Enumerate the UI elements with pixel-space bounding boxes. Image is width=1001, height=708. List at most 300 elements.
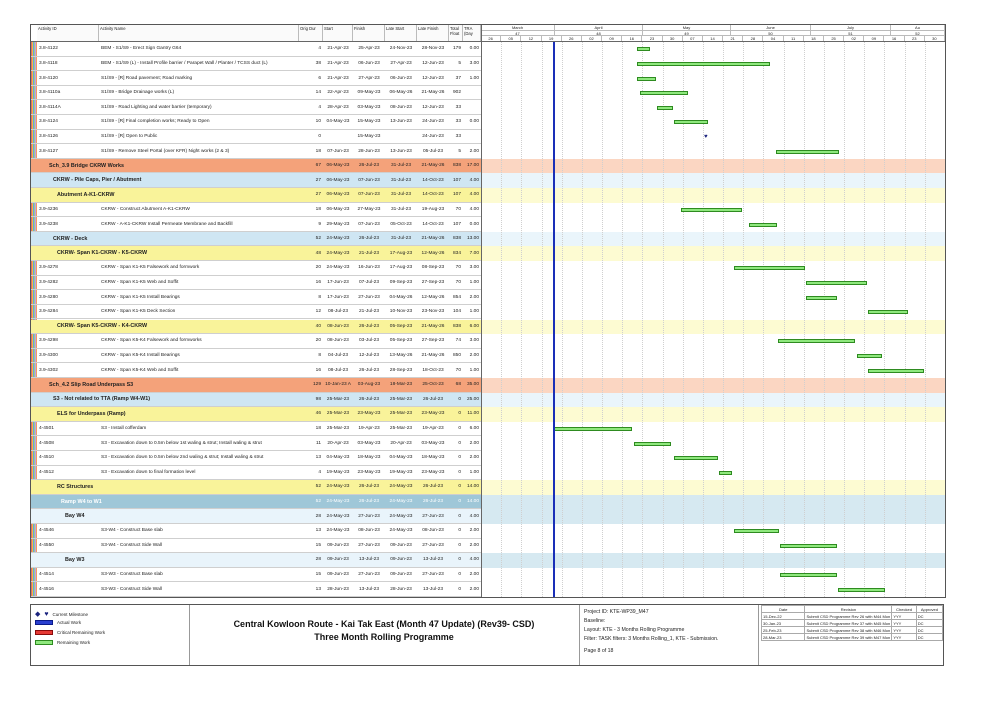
report-subtitle: Three Month Rolling Programme: [314, 632, 454, 642]
cell-finish: 07-Jun-23: [358, 177, 380, 183]
activity-row[interactable]: [31, 349, 481, 364]
cell-tra: 4.00: [469, 192, 479, 198]
gantt-bar-remaining[interactable]: [674, 456, 718, 460]
gantt-bar-remaining[interactable]: [657, 106, 672, 110]
week-label: 30: [663, 35, 683, 41]
cell-lf: 23-May-23: [421, 411, 445, 417]
week-gridline: [784, 42, 785, 597]
activity-row[interactable]: [31, 276, 481, 291]
week-gridline: [804, 42, 805, 597]
cell-finish: 09-May-23: [357, 90, 381, 96]
cell-lf: 21-May-26: [421, 163, 445, 169]
table-gantt-divider[interactable]: [481, 25, 482, 597]
wbs-row-level5[interactable]: [31, 509, 481, 524]
cell-ls: 31-Jul-23: [391, 177, 411, 183]
activity-row[interactable]: [31, 363, 481, 378]
cell-tf: 68: [455, 382, 461, 388]
gantt-bar-remaining[interactable]: [734, 266, 805, 270]
cell-lf: 23-May-23: [421, 469, 445, 475]
cell-finish: 23-May-23: [357, 411, 381, 417]
cell-name: CKRW - Span K5-K4 Install Bearings: [101, 353, 180, 358]
period-label: 52: [891, 30, 945, 35]
cell-dur: 18: [315, 426, 321, 432]
week-label: 05: [501, 35, 521, 41]
gantt-bar-remaining[interactable]: [806, 281, 867, 285]
cell-finish: 07-Jun-23: [358, 192, 380, 198]
cell-tra: 0.00: [469, 119, 479, 125]
cell-dur: 67: [315, 163, 321, 169]
cell-start: 28-Jun-23: [327, 586, 349, 592]
cell-dur: 6: [318, 75, 321, 81]
column-header-id[interactable]: Activity ID: [37, 25, 99, 41]
cell-ls: 10-Nov-23: [389, 309, 413, 315]
filter-name: Filter: TASK filters: 3 Months Rolling_1, KTE - Submission.: [584, 636, 719, 642]
gantt-bar-remaining[interactable]: [637, 62, 770, 66]
cell-ls: 24-May-23: [389, 513, 413, 519]
cell-tra: 25.00: [466, 396, 479, 402]
cell-name: CKRW - A-K1-CKRW Install Permeate Membrane and Backfill: [101, 221, 233, 227]
cell-dur: 52: [315, 499, 321, 505]
cell-ls: 25-Mar-23: [389, 396, 413, 402]
cell-ls: 09-Jun-23: [390, 542, 412, 548]
week-gridline: [743, 42, 744, 597]
activity-row[interactable]: [31, 451, 481, 466]
column-header-ls[interactable]: Late Start: [385, 25, 417, 41]
cell-tf: 0: [458, 411, 461, 417]
cell-name: CKRW - Span K5-K4 Falsework and formworks: [101, 338, 202, 344]
cell-start: 04-May-23: [326, 119, 350, 125]
activity-row[interactable]: [31, 305, 481, 320]
cell-name: CKRW - Span K1-K5 Deck Section: [101, 309, 176, 315]
activity-row[interactable]: [31, 130, 481, 145]
cell-tra: 0.00: [469, 46, 479, 52]
cell-ls: 31-Jul-23: [391, 163, 411, 169]
cell-name: RC Structures: [57, 483, 94, 490]
cell-dur: 48: [315, 250, 321, 256]
layout-name: Layout: KTE - 3 Months Rolling Programme: [584, 627, 685, 633]
cell-tf: 0: [458, 572, 461, 578]
gantt-bar-remaining[interactable]: [637, 77, 656, 81]
cell-start: 22-Apr-23: [327, 90, 349, 96]
cell-id: 4-4510: [39, 455, 54, 461]
cell-start: 25-Mar-23: [326, 396, 350, 402]
cell-name: CKRW - Pile Caps, Pier / Abutment: [53, 177, 142, 184]
cell-tra: [463, 86, 481, 100]
cell-tf: 0: [458, 528, 461, 534]
gantt-bar-remaining[interactable]: [776, 150, 840, 154]
cell-id: 3.8-4126: [39, 133, 58, 139]
cell-tra: 1.00: [469, 469, 479, 475]
column-header-lf[interactable]: Late Finish: [417, 25, 449, 41]
week-gridline: [602, 42, 603, 597]
cell-name: S3-W3 - Construct Side Wall: [101, 586, 162, 592]
cell-tra: 2.00: [469, 353, 479, 358]
activity-row[interactable]: [31, 334, 481, 349]
activity-row[interactable]: [31, 582, 481, 597]
cell-tra: 2.00: [469, 294, 479, 300]
cell-tra: 2.00: [469, 148, 479, 154]
revision-cell: DC: [916, 627, 942, 634]
month-label: May: [643, 25, 731, 30]
wbs-row-level3[interactable]: [31, 246, 481, 261]
cell-name: CKRW - Construct Abutment A-K1-CKRW: [101, 206, 190, 212]
cell-finish: 26-Jul-23: [359, 236, 379, 242]
cell-name: S1/S9 - Road Lighting and water barrier (temporary): [101, 104, 212, 110]
cell-dur: 18: [315, 206, 321, 212]
wbs-row-level3[interactable]: [31, 320, 481, 335]
cell-lf: 21-May-26: [421, 90, 445, 96]
cell-id: 3.9-4302: [39, 367, 58, 373]
revision-cell: DC: [916, 613, 942, 620]
week-gridline: [501, 42, 502, 597]
cell-start: 08-Jul-23: [328, 309, 348, 315]
cell-tf: 838: [452, 163, 461, 169]
cell-finish: 15-May-23: [357, 133, 381, 139]
column-header-name[interactable]: Activity Name: [99, 25, 299, 41]
wbs-row-level2[interactable]: [31, 393, 481, 408]
cell-ls: 31-Jul-23: [391, 192, 411, 198]
column-header-tra[interactable]: TRA (Day: [463, 25, 481, 41]
activity-row[interactable]: [31, 71, 481, 86]
cell-lf: 26-Jul-23: [423, 396, 443, 402]
cell-lf: 05-Jul-23: [423, 148, 443, 154]
cell-tf: 0: [458, 499, 461, 505]
revision-cell: YYY: [892, 627, 916, 634]
cell-lf: 21-May-26: [421, 323, 445, 329]
cell-finish: 26-Jul-23: [359, 484, 379, 490]
period-label: 51: [811, 30, 891, 35]
activity-row[interactable]: [31, 568, 481, 583]
cell-lf: 27-Sep-23: [421, 338, 445, 344]
cell-ls: 05-Sep-23: [389, 338, 413, 344]
cell-dur: 13: [315, 528, 321, 534]
cell-lf: 24-Jun-23: [422, 133, 444, 139]
cell-finish: 13-Jul-23: [359, 557, 379, 563]
week-gridline: [763, 42, 764, 597]
week-gridline: [582, 42, 583, 597]
period-label: 49: [643, 30, 731, 35]
cell-finish: 27-Jun-23: [358, 572, 380, 578]
gantt-bar-remaining[interactable]: [780, 573, 837, 577]
activity-row[interactable]: [31, 539, 481, 554]
cell-ls: 24-May-23: [389, 528, 413, 534]
cell-lf: 24-Jun-23: [422, 119, 444, 125]
cell-ls: 04-May-26: [389, 294, 413, 300]
revision-cell: Submit CSD Programme Rev 26 with M44 Mon: [806, 613, 891, 619]
cell-lf: 12-Jun-23: [422, 75, 444, 81]
cell-ls: 24-Nov-23: [389, 46, 413, 52]
activity-row[interactable]: [31, 144, 481, 159]
week-label: 04: [763, 35, 783, 41]
activity-row[interactable]: [31, 115, 481, 130]
legend-item-critical: [35, 630, 105, 635]
cell-id: 3.9-4282: [39, 279, 58, 285]
cell-lf: 21-May-26: [421, 353, 445, 358]
cell-id: 4-4516: [39, 586, 54, 592]
month-label: Au: [891, 25, 945, 30]
legend-label: Current Milestone: [52, 611, 89, 617]
rev-header-approved: Approved: [916, 606, 942, 613]
gantt-bar-remaining[interactable]: [640, 91, 688, 95]
cell-tf: 0: [458, 542, 461, 548]
cell-dur: 46: [315, 411, 321, 417]
legend: [31, 605, 190, 665]
cell-ls: 09-Sep-23: [389, 279, 413, 285]
cell-tra: 7.00: [469, 250, 479, 256]
cell-id: 4-4512: [39, 469, 54, 475]
cell-tra: 14.00: [466, 484, 479, 490]
milestone-icon[interactable]: ♥: [703, 133, 708, 140]
cell-finish: 21-Jul-23: [359, 309, 379, 315]
cell-finish: 16-Jun-23: [358, 265, 380, 271]
cell-id: 4-4508: [39, 440, 54, 446]
cell-ls: 25-Mar-23: [389, 426, 413, 432]
cell-ls: [385, 130, 417, 144]
cell-name: ELS for Underpass (Ramp): [57, 410, 126, 417]
week-label: 30: [925, 35, 945, 41]
cell-ls: 28-Jun-23: [390, 586, 412, 592]
week-label: 21: [723, 35, 743, 41]
cell-tf: 107: [452, 221, 461, 227]
cell-tra: 13.00: [466, 236, 479, 242]
cell-start: 08-Jul-23: [328, 367, 348, 373]
cell-dur: 14: [315, 90, 321, 96]
cell-dur: 15: [315, 572, 321, 578]
cell-finish: 03-May-23: [357, 104, 381, 110]
activity-row[interactable]: [31, 466, 481, 481]
cell-tra: 14.00: [466, 499, 479, 505]
cell-start: 24-May-23: [326, 265, 350, 271]
week-gridline: [622, 42, 623, 597]
cell-finish: 18-May-23: [357, 455, 381, 461]
week-label: 19: [542, 35, 562, 41]
report-title: Central Kowloon Route - Kai Tak East (Month 47 Update) (Rev39- CSD): [233, 619, 535, 629]
column-header-dur[interactable]: Orig Dur: [299, 25, 323, 41]
wbs-row-level2[interactable]: [31, 173, 481, 188]
cell-dur: 20: [315, 338, 321, 344]
gantt-bar-remaining[interactable]: [749, 223, 777, 227]
activity-row[interactable]: [31, 86, 481, 101]
cell-start: 04-May-23: [326, 455, 350, 461]
wbs-row-level3[interactable]: [31, 480, 481, 495]
gantt-bar-remaining[interactable]: [778, 339, 855, 343]
column-header: [31, 25, 945, 42]
week-gridline: [642, 42, 643, 597]
activity-row[interactable]: [31, 57, 481, 72]
activity-row[interactable]: [31, 422, 481, 437]
cell-id: 4-4546: [39, 528, 54, 534]
gantt-bar-remaining[interactable]: [719, 471, 733, 475]
cell-start: 17-Jun-23: [327, 279, 349, 285]
timescale-header: [481, 25, 945, 41]
legend-label: Actual Work: [57, 620, 82, 625]
gantt-bar-remaining[interactable]: [634, 442, 671, 446]
cell-start: 21-Apr-23: [327, 46, 349, 52]
week-gridline: [542, 42, 543, 597]
cell-lf: 14-Oct-23: [422, 221, 444, 227]
period-label: 48: [555, 30, 643, 35]
activity-row[interactable]: [31, 261, 481, 276]
week-gridline: [864, 42, 865, 597]
column-header-tf[interactable]: Total Float: [449, 25, 463, 41]
cell-tra: 2.00: [469, 572, 479, 578]
cell-finish: 27-Jun-23: [358, 513, 380, 519]
legend-label: Remaining Work: [57, 640, 91, 645]
cell-tf: 5: [458, 60, 461, 66]
wbs-row-level1[interactable]: [31, 159, 481, 174]
cell-id: 4-4501: [39, 426, 54, 432]
gantt-bar-remaining[interactable]: [868, 369, 924, 373]
week-gridline: [905, 42, 906, 597]
rev-header-revision: Revision: [805, 606, 892, 613]
gantt-bar-remaining[interactable]: [868, 310, 907, 314]
revision-cell: Submit CSD Programme Rev 38 with M46 Mon: [806, 627, 891, 633]
wbs-row-level5[interactable]: [31, 553, 481, 568]
heart-milestone-icon: ♥: [44, 610, 49, 618]
cell-dur: 12: [315, 309, 321, 315]
cell-start: 07-Jun-23: [327, 148, 349, 154]
revision-row: [762, 613, 943, 620]
cell-start: 08-Jun-23: [327, 323, 349, 329]
gantt-bar-remaining[interactable]: [838, 588, 884, 592]
revision-cell: DC: [916, 634, 942, 641]
data-date-line: [553, 42, 555, 597]
week-gridline: [723, 42, 724, 597]
week-gridline: [925, 42, 926, 597]
activity-row[interactable]: [31, 524, 481, 539]
cell-start: 25-Mar-23: [326, 411, 350, 417]
activity-row[interactable]: [31, 42, 481, 57]
cell-id: 3.9-4238: [39, 221, 58, 227]
cell-lf: 19-Apr-23: [422, 426, 444, 432]
cell-name: S3-W3 - Construct Base slab: [101, 572, 163, 578]
cell-tra: 2.00: [469, 542, 479, 548]
cell-ls: 31-Jul-23: [391, 236, 411, 242]
cell-dur: 98: [315, 396, 321, 402]
cell-tf: 838: [452, 323, 461, 329]
cell-name: Sch_4.2 Slip Road Underpass S3: [49, 381, 134, 388]
week-label: 16: [622, 35, 642, 41]
gantt-bar-remaining[interactable]: [806, 296, 837, 300]
cell-finish: 26-Jul-23: [359, 396, 379, 402]
gantt-bar-remaining[interactable]: [734, 529, 779, 533]
cell-lf: 14-Oct-23: [422, 192, 444, 198]
month-label: July: [811, 25, 891, 30]
wbs-row-level3[interactable]: [31, 188, 481, 203]
cell-ls: 19-May-23: [389, 469, 413, 475]
cell-start: [323, 130, 353, 144]
cell-start: 06-May-23: [326, 206, 350, 212]
cell-dur: 9: [318, 221, 321, 227]
legend-item-remaining: [35, 640, 90, 645]
activity-row[interactable]: [31, 436, 481, 451]
cell-finish: 27-Jun-23: [358, 294, 380, 300]
cell-lf: 23-Nov-23: [421, 309, 445, 315]
cell-start: 06-May-23: [326, 177, 350, 183]
cell-name: S3 - Excavation down to 0.5m below 1st waling & strut; Install waling & strut: [101, 440, 262, 446]
cell-ls: 06-Jun-23: [390, 75, 412, 81]
week-gridline: [884, 42, 885, 597]
cell-tf: 0: [458, 557, 461, 563]
gantt-bar-remaining[interactable]: [780, 544, 837, 548]
gantt-bar-remaining[interactable]: [681, 208, 743, 212]
cell-finish: 27-Jun-23: [358, 542, 380, 548]
cell-dur: 13: [315, 586, 321, 592]
week-gridline: [521, 42, 522, 597]
cell-tf: 107: [452, 177, 461, 183]
cell-finish: 08-Jun-23: [358, 528, 380, 534]
cell-finish: 03-Jul-23: [359, 338, 379, 344]
cell-lf: 27-Jun-23: [422, 572, 444, 578]
cell-tf: 70: [455, 206, 461, 212]
cell-tf: 70: [455, 265, 461, 271]
cell-finish: 26-Jul-23: [359, 499, 379, 505]
cell-dur: 28: [315, 557, 321, 563]
cell-lf: 27-Jun-23: [422, 542, 444, 548]
column-header-finish[interactable]: Finish: [353, 25, 385, 41]
gantt-bar-remaining[interactable]: [637, 47, 650, 51]
revision-row: [762, 634, 943, 641]
cell-name: S3 - Not related to TTA (Ramp W4-W1): [53, 396, 151, 403]
cell-dur: 129: [312, 382, 321, 388]
cell-id: 3.8-4122: [39, 46, 58, 52]
cell-lf: 13-Jul-23: [423, 586, 443, 592]
cell-finish: 07-Jun-23: [358, 221, 380, 227]
wbs-row-level2[interactable]: [31, 232, 481, 247]
cell-tra: [463, 100, 481, 114]
week-gridline: [683, 42, 684, 597]
cell-start: 25-Mar-23: [326, 426, 350, 432]
wbs-row-level1[interactable]: [31, 378, 481, 393]
critical-work-swatch: [35, 630, 53, 635]
cell-lf: 14-Oct-23: [422, 177, 444, 183]
cell-tra: 1.00: [469, 367, 479, 373]
gantt-bar-remaining[interactable]: [857, 354, 883, 358]
week-gridline: [844, 42, 845, 597]
month-label: April: [555, 25, 643, 30]
cell-name: S1/S9 - Bridge Drainage works (L): [101, 90, 175, 96]
cell-name: S3 - Excavation down to final formation level: [101, 469, 196, 475]
cell-start: 24-May-23: [326, 528, 350, 534]
week-label: 25: [824, 35, 844, 41]
cell-ls: 24-May-23: [389, 484, 413, 490]
wbs-row-level3[interactable]: [31, 407, 481, 422]
legend-item-actual: [35, 620, 81, 625]
gantt-bar-remaining[interactable]: [554, 427, 632, 431]
cell-tf: 0: [458, 513, 461, 519]
cell-finish: 27-May-23: [357, 206, 381, 212]
wbs-row-level4[interactable]: [31, 495, 481, 510]
gantt-bar-remaining[interactable]: [674, 120, 708, 124]
cell-name: S3-W4 - Construct Base slab: [101, 528, 163, 534]
cell-dur: 4: [318, 104, 321, 110]
cell-name: CKRW - Span K1-K5 Web and Soffit: [101, 279, 179, 285]
cell-tf: 902: [452, 90, 461, 96]
activity-row[interactable]: [31, 203, 481, 218]
activity-row[interactable]: [31, 290, 481, 305]
revision-row: [762, 627, 943, 634]
cell-lf: 18-May-23: [421, 455, 445, 461]
revision-cell: Submit CSD Programme Rev 39 with M47 Mon: [806, 634, 891, 640]
cell-finish: 19-Apr-23: [358, 426, 380, 432]
activity-row[interactable]: [31, 217, 481, 232]
activity-row[interactable]: [31, 100, 481, 115]
cell-start: 24-May-23: [326, 236, 350, 242]
cell-name: Ramp W4 to W1: [61, 498, 102, 505]
cell-dur: 38: [315, 60, 321, 66]
column-header-start[interactable]: Start: [323, 25, 353, 41]
cell-start: 09-Jun-23: [327, 557, 349, 563]
